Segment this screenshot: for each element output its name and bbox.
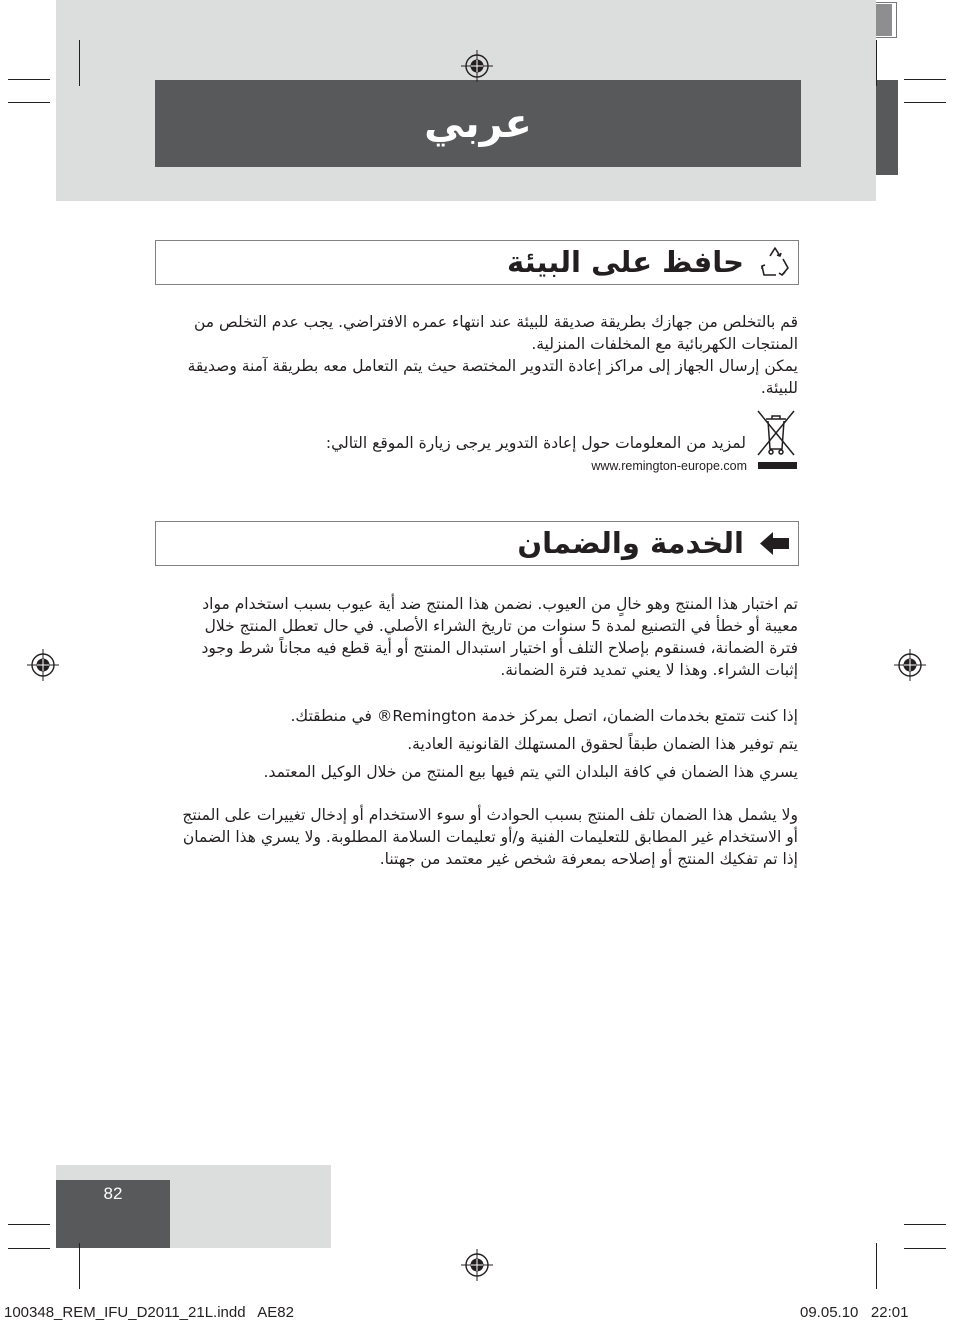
warranty-paragraph-5: ولا يشمل هذا الضمان تلف المنتج بسبب الحوادث أو سوء الاستخدام أو إدخال تغييرات على المنتج أو الاستخدام غير المطابق للتعليمات الفنية و/أو تعليمات السلامة المطلوبة. ولا يسري هذا الضمان إذا تم تفكيك المنتج أو إصلاحه بمعرفة شخص غير معتمد من جهتنا.	[182, 806, 798, 868]
chapter-tab	[876, 80, 898, 175]
service-heading-box	[155, 521, 799, 566]
file-slug: 100348_REM_IFU_D2011_21L.indd AE82	[4, 1304, 294, 1321]
environment-paragraph-2: يمكن إرسال الجهاز إلى مراكز إعادة التدوير المختصة حيث يتم التعامل معه بطريقة آمنة وصديقة للبيئة.	[187, 357, 798, 397]
crop-mark-icon	[8, 1224, 50, 1225]
crop-mark-icon	[8, 79, 50, 80]
crop-mark-icon	[904, 1224, 946, 1225]
crossed-bin-icon	[754, 407, 798, 459]
warranty-paragraph-4: يسري هذا الضمان في كافة البلدان التي يتم فيها بيع المنتج من خلال الوكيل المعتمد.	[263, 763, 798, 781]
service-heading: الخدمة والضمان	[517, 526, 744, 560]
warranty-paragraph-3: يتم توفير هذا الضمان طبقاً لحقوق المستهلك القانونية العادية.	[407, 735, 798, 753]
recycle-icon	[756, 244, 794, 281]
crop-mark-icon	[79, 1243, 80, 1289]
registration-mark-icon	[460, 49, 494, 83]
date-slug: 09.05.10 22:01	[800, 1304, 909, 1321]
weee-bar	[758, 462, 797, 469]
page-number: 82	[103, 1184, 123, 1203]
crop-mark-icon	[904, 79, 946, 80]
website-url: www.remington-europe.com	[591, 459, 747, 473]
crop-mark-icon	[8, 102, 50, 103]
crop-mark-icon	[904, 1248, 946, 1249]
crop-mark-icon	[8, 1248, 50, 1249]
registration-mark-icon	[460, 1248, 494, 1282]
warranty-paragraph-1: تم اختبار هذا المنتج وهو خالٍ من العيوب. نضمن هذا المنتج ضد أية عيوب بسبب استخدام مواد معيبة أو خطأ في التصنيع لمدة 5 سنوات من تاريخ الشراء الأصلي. في حال تعطل المنتج خلال فترة الضمانة، فسنقوم بإصلاح التلف أو اختيار استبدال المنتج أو أية قطع فيه مجاناً شرط وجود إثبات الشراء. وهذا لا يعني تمديد فترة الضمانة.	[201, 595, 798, 679]
environment-heading-box	[155, 240, 799, 285]
environment-paragraph-3: لمزيد من المعلومات حول إعادة التدوير يرجى زيارة الموقع التالي:	[325, 434, 746, 452]
registration-mark-icon	[26, 648, 60, 682]
warranty-paragraph-2: إذا كنت تتمتع بخدمات الضمان، اتصل بمركز خدمة Remington® في منطقتك.	[290, 707, 798, 725]
crop-mark-icon	[876, 40, 877, 86]
crop-mark-icon	[904, 102, 946, 103]
arrow-left-icon	[756, 525, 794, 562]
crop-mark-icon	[876, 1243, 877, 1289]
crop-mark-icon	[79, 40, 80, 86]
page-title: عربي	[424, 100, 532, 147]
registration-mark-icon	[893, 648, 927, 682]
environment-paragraph-1: قم بالتخلص من جهازك بطريقة صديقة للبيئة عند انتهاء عمره الافتراضي. يجب عدم التخلص من المنتجات الكهربائية مع المخلفات المنزلية.	[193, 313, 798, 353]
environment-heading: حافظ على البيئة	[507, 245, 744, 279]
